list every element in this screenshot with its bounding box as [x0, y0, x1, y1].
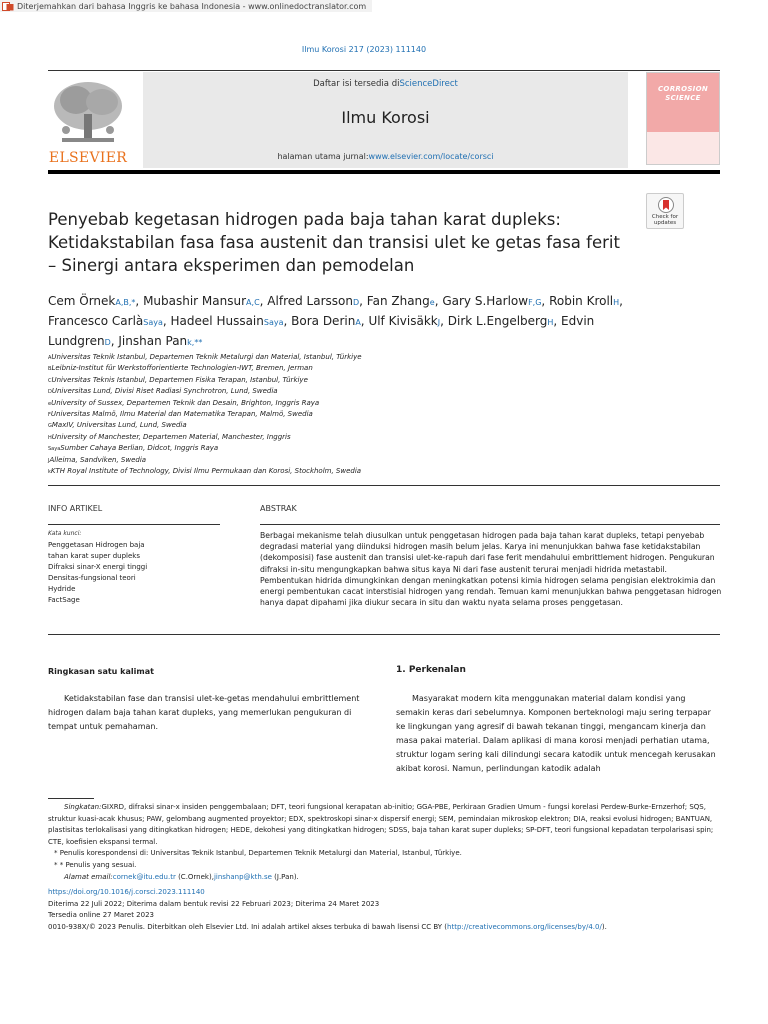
affiliation-item: [48, 466, 608, 477]
author-affiliation-marker[interactable]: k,**: [187, 338, 203, 347]
author-affiliation-marker[interactable]: D: [104, 338, 111, 347]
affiliation-text: Universitas Malmö, Ilmu Material dan Matematika Terapan, Malmö, Swedia: [50, 410, 313, 419]
affiliation-text: Universitas Teknis Istanbul, Departemen Fisika Terapan, Istanbul, Türkiye: [51, 375, 308, 384]
keywords-label: Kata kunci:: [48, 530, 82, 537]
author-affiliation-marker[interactable]: J: [437, 318, 441, 327]
abbreviations-label: Singkatan:: [64, 803, 102, 811]
author-name: Alfred Larsson: [267, 294, 353, 308]
affiliation-text: University of Manchester, Departemen Material, Manchester, Inggris: [51, 432, 291, 441]
author[interactable]: [367, 294, 435, 308]
affiliation-item: [48, 455, 608, 466]
cover-title-line-1: CORROSION: [658, 85, 708, 93]
corresponding-author-note: * Penulis korespondensi di: Universitas Teknik Istanbul, Departemen Teknik Metalurgi dan Material, Istanbul, Türkiye.: [54, 849, 462, 858]
header-divider: [48, 170, 720, 174]
author[interactable]: [549, 294, 619, 308]
introduction-heading: 1. Perkenalan: [396, 665, 466, 675]
license-prefix: 0010-938X/© 2023 Penulis. Diterbitkan oleh Elsevier Ltd. Ini adalah artikel akses terbuka di bawah lisensi CC BY (: [48, 922, 448, 931]
license-line: [48, 922, 720, 934]
affiliation-label: H: [48, 434, 52, 441]
check-updates-line-2: updates: [653, 220, 677, 226]
affiliation-text: Universitas Lund, Divisi Riset Radiasi Synchrotron, Lund, Swedia: [51, 387, 278, 396]
affiliation-label: G: [48, 423, 52, 430]
email-label: Alamat email:: [64, 872, 113, 881]
abstract-heading: ABSTRAK: [260, 504, 297, 513]
affiliation-label: e: [48, 400, 52, 407]
author-name: Robin Kroll: [549, 294, 614, 308]
keyword-item: tahan karat super dupleks: [48, 552, 140, 560]
affiliation-item: [48, 409, 608, 420]
author-name: Fan Zhang: [366, 294, 430, 308]
contents-prefix: Daftar isi tersedia di: [313, 79, 400, 89]
author-affiliation-marker[interactable]: Saya: [263, 318, 284, 327]
homepage-line: [143, 152, 628, 161]
affiliation-text: KTH Royal Institute of Technology, Divisi Ilmu Permukaan dan Korosi, Stockholm, Swedia: [50, 467, 362, 476]
journal-title: Ilmu Korosi: [341, 108, 430, 127]
license-suffix: ).: [601, 922, 607, 931]
affiliation-label: k: [48, 469, 51, 476]
keyword-list: [48, 540, 228, 606]
footnotes: [48, 802, 720, 934]
author-affiliation-marker[interactable]: A,C: [246, 298, 260, 307]
summary-heading: Ringkasan satu kalimat: [48, 667, 154, 676]
affiliation-item: [48, 443, 608, 454]
affiliation-item: [48, 432, 608, 443]
journal-reference[interactable]: Ilmu Korosi 217 (2023) 111140: [301, 45, 427, 54]
author-name: Edvin Lundgren: [48, 314, 595, 348]
affiliation-label: C: [48, 377, 52, 384]
author[interactable]: [118, 334, 202, 348]
affiliation-item: [48, 363, 608, 374]
cover-title: [647, 85, 719, 103]
keyword-item: Penggetasan Hidrogen baja: [48, 541, 145, 549]
author-affiliation-marker[interactable]: Saya: [143, 318, 163, 327]
homepage-prefix: halaman utama jurnal:: [277, 152, 369, 161]
divider: [48, 70, 720, 71]
author-name: Bora Derin: [291, 314, 356, 328]
author[interactable]: [291, 314, 361, 328]
keyword-item: Hydride: [48, 585, 76, 593]
affiliation-text: Universitas Teknik Istanbul, Departemen Teknik Metalurgi dan Material, Istanbul, Türkiye: [51, 353, 362, 361]
footnote-divider: [48, 798, 94, 799]
affiliation-list: [48, 352, 608, 477]
journal-cover[interactable]: [646, 72, 720, 165]
doi-link[interactable]: https://doi.org/10.1016/j.corsci.2023.111140: [48, 888, 205, 897]
author[interactable]: [48, 294, 135, 308]
author-affiliation-marker[interactable]: A: [355, 318, 361, 327]
article-info-heading: INFO ARTIKEL: [48, 504, 103, 513]
affiliation-item: [48, 352, 608, 363]
divider: [48, 524, 220, 525]
check-updates-line-1: Check for: [651, 214, 679, 220]
keyword-item: Difraksi sinar-X energi tinggi: [48, 563, 148, 571]
check-for-updates-button[interactable]: [646, 193, 684, 229]
email-name-1: (C.Ornek),: [175, 872, 214, 881]
author-name: Cem Örnek: [48, 294, 116, 308]
affiliation-label: J: [48, 457, 50, 464]
affiliation-text: University of Sussex, Departemen Teknik dan Desain, Brighton, Inggris Raya: [51, 398, 320, 407]
author-affiliation-marker[interactable]: H: [613, 298, 620, 307]
author-affiliation-marker[interactable]: e: [429, 298, 435, 307]
abbreviations-footnote: [48, 802, 720, 848]
keyword-item: FactSage: [48, 596, 80, 604]
license-link[interactable]: http://creativecommons.org/licenses/by/4.0/: [447, 922, 602, 931]
affiliation-item: [48, 386, 608, 397]
email-link-1[interactable]: cornek@itu.edu.tr: [112, 872, 176, 881]
divider: [48, 485, 720, 486]
author-name: Dirk L.Engelberg: [447, 314, 548, 328]
sciencedirect-link[interactable]: ScienceDirect: [399, 79, 458, 89]
publisher-name: ELSEVIER: [48, 150, 128, 166]
author-affiliation-marker[interactable]: A,B,*: [115, 298, 136, 307]
abbreviations-text: GIXRD, difraksi sinar-x insiden penggembalaan; DFT, teori fungsional kerapatan ab-initio; GGA-PBE, Perkiraan Gradien Umum - fungsi korelasi Perdew-Burke-Ernzerhof; SQS, struktur kuasi-acak khusus; PAW, gelombang augmented proyektor; EDX, spektroskopi sinar-x dispersif energi; SEM, pemindaian mikroskop elektron; DIA, reaksi evolusi hidrogen; BANTUAN, plastisitas terlokalisasi yang ditingkatkan hidrogen; HEDE, dekohesi yang ditingkatkan hidrogen; SDSS, baja tahan karat super dupleks; SP-DFT, teori fungsional kepadatan terpolarisasi spin; CTE, koefisien ekspansi termal.: [48, 803, 714, 846]
author-name: Francesco Carlà: [48, 314, 144, 328]
author-name: Ulf Kivisäkk: [368, 314, 438, 328]
email-footnote: [48, 872, 720, 884]
corresponding-author-note-2: * * Penulis yang sesuai.: [54, 860, 137, 869]
translator-banner[interactable]: [0, 0, 372, 12]
bookmark-icon: [657, 197, 675, 213]
introduction-text: Masyarakat modern kita menggunakan material dalam kondisi yang semakin keras dari sebelumnya. Komponen berteknologi maju sering terpapar ke lingkungan yang agresif di bawah tekanan tinggi, mengancam kinerja dan masa pakai material. Dalam aplikasi di mana korosi menjadi perhatian utama, struktur logam sering kali dilindungi secara katodik untuk mencegah kerusakan akibat korosi. Namun, perlindungan katodik adalah: [396, 694, 716, 773]
author-affiliation-marker[interactable]: H: [547, 318, 554, 327]
author[interactable]: [368, 314, 440, 328]
affiliation-text: MaxIV, Universitas Lund, Lund, Swedia: [51, 421, 187, 430]
article-title: Penyebab kegetasan hidrogen pada baja tahan karat dupleks: Ketidakstabilan fasa fasa austenit dan transisi ulet ke getas fasa ferit – Sinergi antara eksperimen dan pemodelan: [48, 210, 620, 275]
cover-title-line-2: SCIENCE: [665, 94, 701, 102]
author-affiliation-marker[interactable]: D: [352, 298, 360, 307]
contents-line: [143, 79, 628, 89]
check-updates-label: [647, 214, 683, 226]
affiliation-item: [48, 375, 608, 386]
online-date: Tersedia online 27 Maret 2023: [48, 911, 154, 920]
divider: [260, 524, 720, 525]
author[interactable]: [267, 294, 359, 308]
author[interactable]: [143, 294, 260, 308]
affiliation-label: F: [48, 412, 51, 419]
cover-bottom-panel: [647, 132, 719, 164]
author[interactable]: [48, 314, 163, 328]
author-name: Hadeel Hussain: [170, 314, 264, 328]
author-list: Cem ÖrnekA,B,*, Mubashir MansurA,C, Alfred LarssonD, Fan Zhange, Gary S.HarlowF,G, Robin KrollH, Francesco CarlàSaya, Hadeel HussainSaya, Bora DerinA, Ulf KivisäkkJ, Dirk L.EngelbergH, Edvin LundgrenD, Jinshan Pank,**: [48, 294, 623, 348]
author-affiliation-marker[interactable]: F,G: [528, 298, 542, 307]
affiliation-text: Alleima, Sandviken, Swedia: [49, 455, 147, 464]
received-dates: Diterima 22 Juli 2022; Diterima dalam bentuk revisi 22 Februari 2023; Diterima 24 Maret 2023: [48, 899, 380, 908]
affiliation-label: B: [48, 366, 52, 373]
author-name: Mubashir Mansur: [143, 294, 247, 308]
homepage-link[interactable]: www.elsevier.com/locate/corsci: [368, 152, 494, 161]
keyword-item: Densitas-fungsional teori: [48, 574, 136, 582]
author[interactable]: [171, 314, 284, 328]
affiliation-label: A: [48, 355, 52, 361]
banner-text: Diterjemahkan dari bahasa Inggris ke bahasa Indonesia - www.onlinedoctranslator.com: [17, 1, 367, 11]
summary-text: Ketidakstabilan fase dan transisi ulet-ke-getas mendahului embrittlement hidrogen dalam baja tahan karat dupleks, yang memerlukan pengukuran di tempat untuk pemahaman.: [48, 694, 360, 731]
author-name: Gary S.Harlow: [442, 294, 529, 308]
email-link-2[interactable]: jinshanp@kth.se: [213, 872, 272, 881]
email-name-2: (J.Pan).: [271, 872, 299, 881]
affiliation-text: Leibniz-Institut für Werkstofforientierte Technologien-IWT, Bremen, Jerman: [51, 364, 313, 373]
affiliation-label: D: [48, 389, 52, 396]
affiliation-item: [48, 420, 608, 431]
affiliation-text: Sumber Cahaya Berlian, Didcot, Inggris Raya: [60, 444, 219, 453]
author[interactable]: [442, 294, 541, 308]
author-name: Jinshan Pan: [118, 334, 188, 348]
affiliation-item: [48, 398, 608, 409]
abstract-text: Berbagai mekanisme telah diusulkan untuk penggetasan hidrogen pada baja tahan karat dupleks, tetapi penyebab degradasi material yang diinduksi hidrogen masih belum jelas. Karya ini menunjukkan bahwa fase ketidakstabilan (dekomposisi) fase austenit dan transisi ulet-ke-rapuh dari fase ferit mendahului embrittlement hidrogen. Pengukuran difraksi in-situ mengungkapkan bahwa situs kaya Ni dari fase austenit terurai menjadi hidrida metastabil. Pembentukan hidrida dimungkinkan dengan meningkatkan potensi kimia hidrogen selama pengisian elektrokimia dan energi pembentukan cacat interstisial hidrogen yang rendah. Temuan kami menunjukkan bahwa penggetasan hidrogen hanya dapat dipahami jika diukur secara in situ dan waktu nyata selama proses penggetasan.: [260, 531, 722, 608]
affiliation-label: Saya: [48, 446, 61, 453]
author[interactable]: [448, 314, 554, 328]
translate-icon: [2, 2, 14, 11]
divider: [48, 634, 720, 635]
